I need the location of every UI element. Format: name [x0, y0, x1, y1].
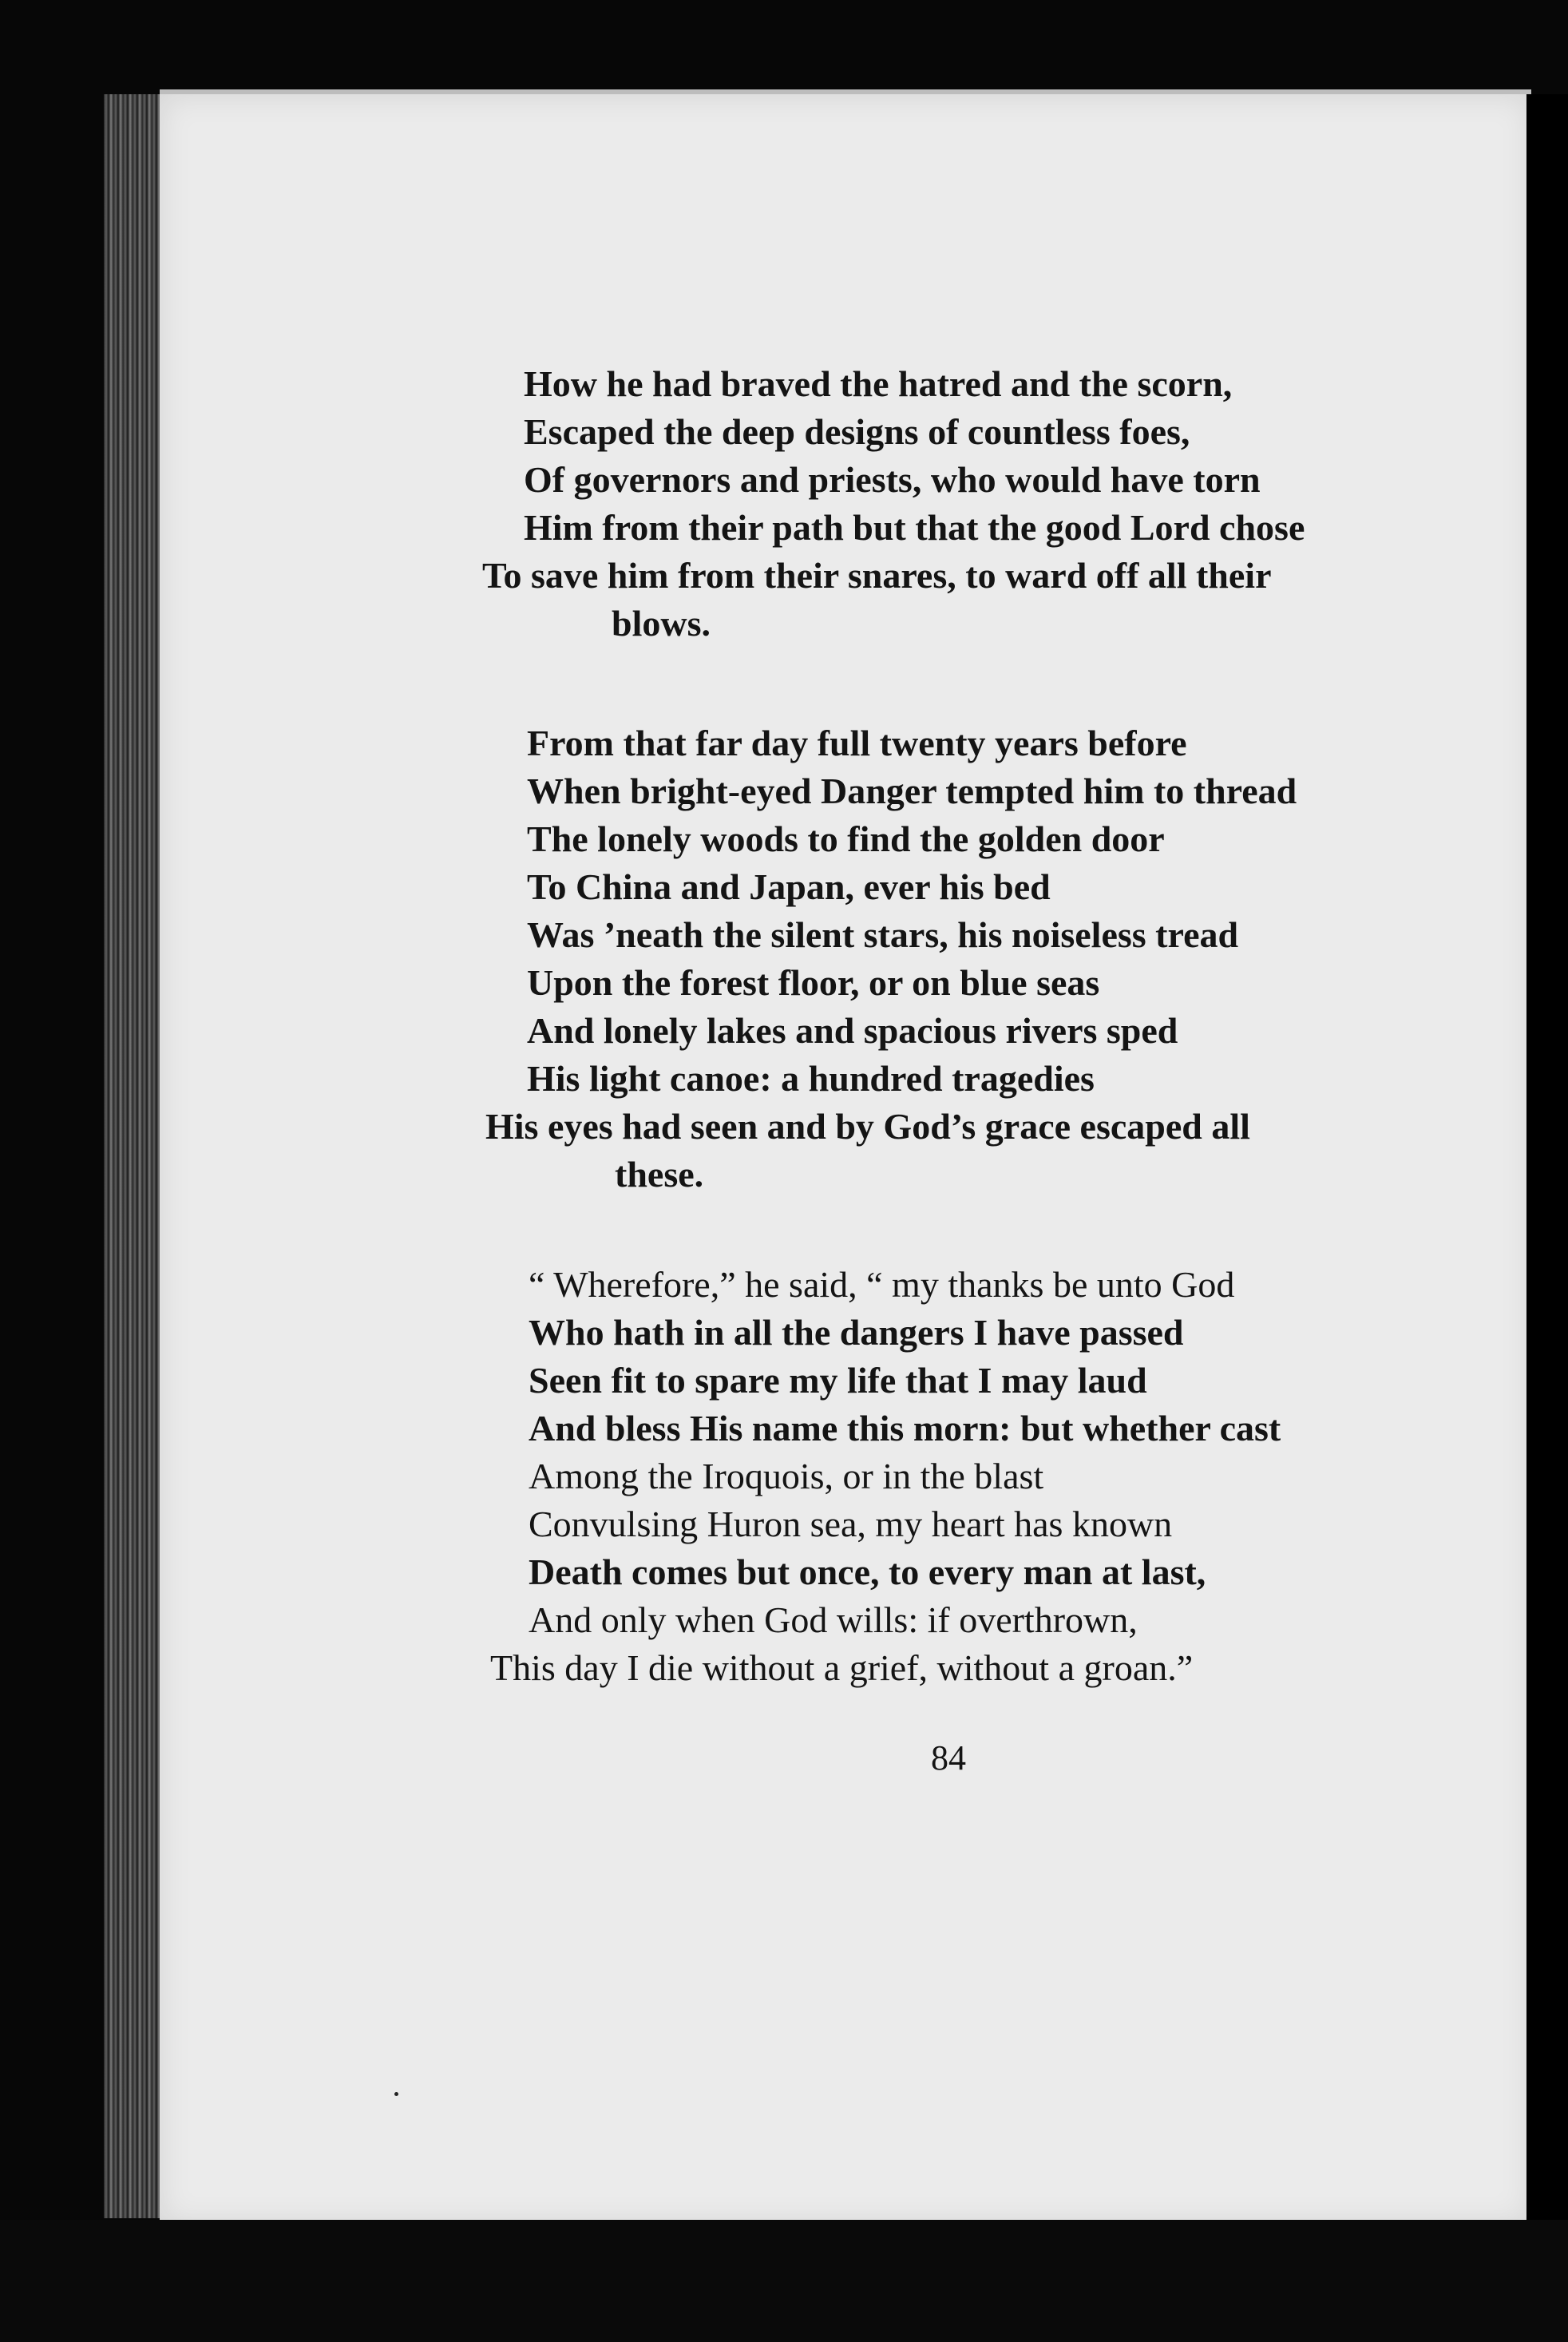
book-page: [160, 89, 1531, 2225]
poem-line: Him from their path but that the good Lord chose: [524, 507, 1305, 548]
poem-line: Escaped the deep designs of countless foes,: [524, 411, 1190, 452]
poem-line: The lonely woods to find the golden door: [527, 818, 1165, 859]
poem-line: His eyes had seen and by God’s grace escaped all: [485, 1106, 1250, 1147]
scanner-edge-shadow: [1526, 94, 1568, 2342]
poem-line: Convulsing Huron sea, my heart has known: [529, 1504, 1173, 1544]
poem-line: From that far day full twenty years before: [527, 723, 1187, 763]
poem-line: To China and Japan, ever his bed: [527, 866, 1051, 907]
poem-line: Of governors and priests, who would have torn: [524, 459, 1261, 500]
poem-line: Seen fit to spare my life that I may laud: [529, 1360, 1147, 1401]
poem-line: “ Wherefore,” he said, “ my thanks be unto God: [529, 1264, 1235, 1305]
poem-line: Death comes but once, to every man at last,: [529, 1551, 1206, 1592]
book-gutter-edge: [104, 94, 168, 2218]
page-number: 84: [931, 1738, 966, 1777]
ink-speck: [394, 2092, 398, 2096]
poem-line: blows.: [612, 603, 711, 644]
poem-line: And only when God wills: if overthrown,: [529, 1599, 1138, 1640]
poem-line: Who hath in all the dangers I have passed: [529, 1312, 1184, 1353]
poem-line: How he had braved the hatred and the scorn,: [524, 363, 1233, 404]
poem-line: And bless His name this morn: but whether cast: [529, 1408, 1281, 1448]
scanner-bottom-margin: [0, 2220, 1568, 2342]
poem-line: Among the Iroquois, or in the blast: [529, 1456, 1044, 1496]
poem-line: This day I die without a grief, without a groan.”: [490, 1647, 1194, 1688]
poem-line: To save him from their snares, to ward off all their: [482, 555, 1272, 596]
poem-line: His light canoe: a hundred tragedies: [527, 1058, 1095, 1099]
poem-line: And lonely lakes and spacious rivers sped: [527, 1010, 1178, 1051]
poem-line: Upon the forest floor, or on blue seas: [527, 962, 1100, 1003]
poem-line: When bright-eyed Danger tempted him to thread: [527, 771, 1297, 811]
poem-line: these.: [615, 1154, 704, 1195]
poem-line: Was ’neath the silent stars, his noiseless tread: [527, 914, 1239, 955]
